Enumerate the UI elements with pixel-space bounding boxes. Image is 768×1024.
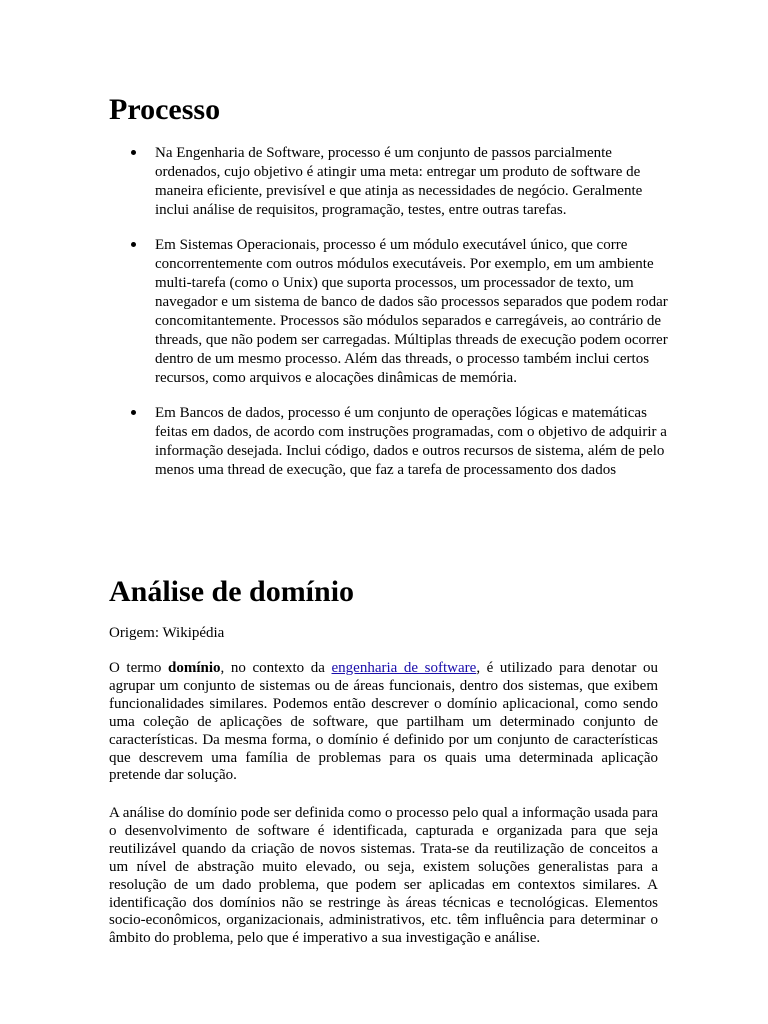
list-item (109, 236, 669, 388)
origin-note: Origem: Wikipédia (109, 625, 225, 641)
paragraph-domain-analysis: A análise do domínio pode ser definida como o processo pelo qual a informação usada para o desenvolvimento de software é identificada, capturada e organizada para que seja reutilizável quando da criação de novos sistemas. Trata-se da reutilização de conceitos a um nível de abstração muito elevado, ou seja, existem soluções generalistas para a resolução de um dado problema, que podem ser aplicadas em contextos similares. A identificação dos domínios não se restringe às áreas técnicas e tecnológicas. Elementos socio-econômicos, organizacionais, administrativos, etc. têm influência para determinar o âmbito do problema, pelo que é imperativo a sua investigação e análise. (109, 805, 658, 947)
para1-text-b: , no contexto da (220, 660, 332, 676)
section-title-analise-de-dominio: Análise de domínio (109, 575, 355, 608)
processo-bullet-list (109, 144, 669, 496)
paragraph-domain-definition (109, 660, 658, 785)
list-item (109, 404, 669, 480)
para1-text-c: , é utilizado para denotar ou agrupar um conjunto de sistemas ou de áreas funcionais, dentro dos sistemas, que exibem funcionalidades similares. Podemos então descrever o domínio aplicacional, como sendo uma coleção de aplicações de software, que partilham um determinado conjunto de características. Da mesma forma, o domínio é definido por um conjunto de características que descrevem uma família de problemas para os quais uma determinada aplicação pretende dar solução. (109, 660, 658, 784)
bullet-icon (131, 410, 136, 415)
bullet-text: Em Sistemas Operacionais, processo é um módulo executável único, que corre concorrentemente com outros módulos executáveis. Por exemplo, em um ambiente multi-tarefa (como o Unix) que suporta processos, um processador de texto, um navegador e um sistema de banco de dados são processos separados que podem rodar concomitantemente. Processos são módulos separados e carregáveis, ao contrário de threads, que não podem ser carregadas. Múltiplas threads de execução podem ocorrer dentro de um mesmo processo. Além das threads, o processo também inclui certos recursos, como arquivos e alocações dinâmicas de memória. (155, 237, 668, 386)
list-item (109, 144, 669, 220)
bullet-text: Na Engenharia de Software, processo é um conjunto de passos parcialmente ordenados, cujo objetivo é atingir uma meta: entregar um produto de software de maneira eficiente, previsível e que atinja as necessidades de negócio. Geralmente inclui análise de requisitos, programação, testes, entre outras tarefas. (155, 145, 643, 218)
bullet-icon (131, 242, 136, 247)
section-title-processo: Processo (109, 93, 221, 126)
bullet-icon (131, 150, 136, 155)
para1-text-a: O termo (109, 660, 169, 676)
bullet-text: Em Bancos de dados, processo é um conjunto de operações lógicas e matemáticas feitas em dados, de acordo com instruções programadas, com o objetivo de adquirir a informação desejada. Inclui código, dados e outros recursos de sistema, além de pelo menos uma thread de execução, que faz a tarefa de processamento dos dados (155, 405, 667, 478)
bold-term-dominio: domínio (168, 660, 221, 676)
link-engenharia-de-software[interactable]: engenharia de software (331, 660, 477, 676)
